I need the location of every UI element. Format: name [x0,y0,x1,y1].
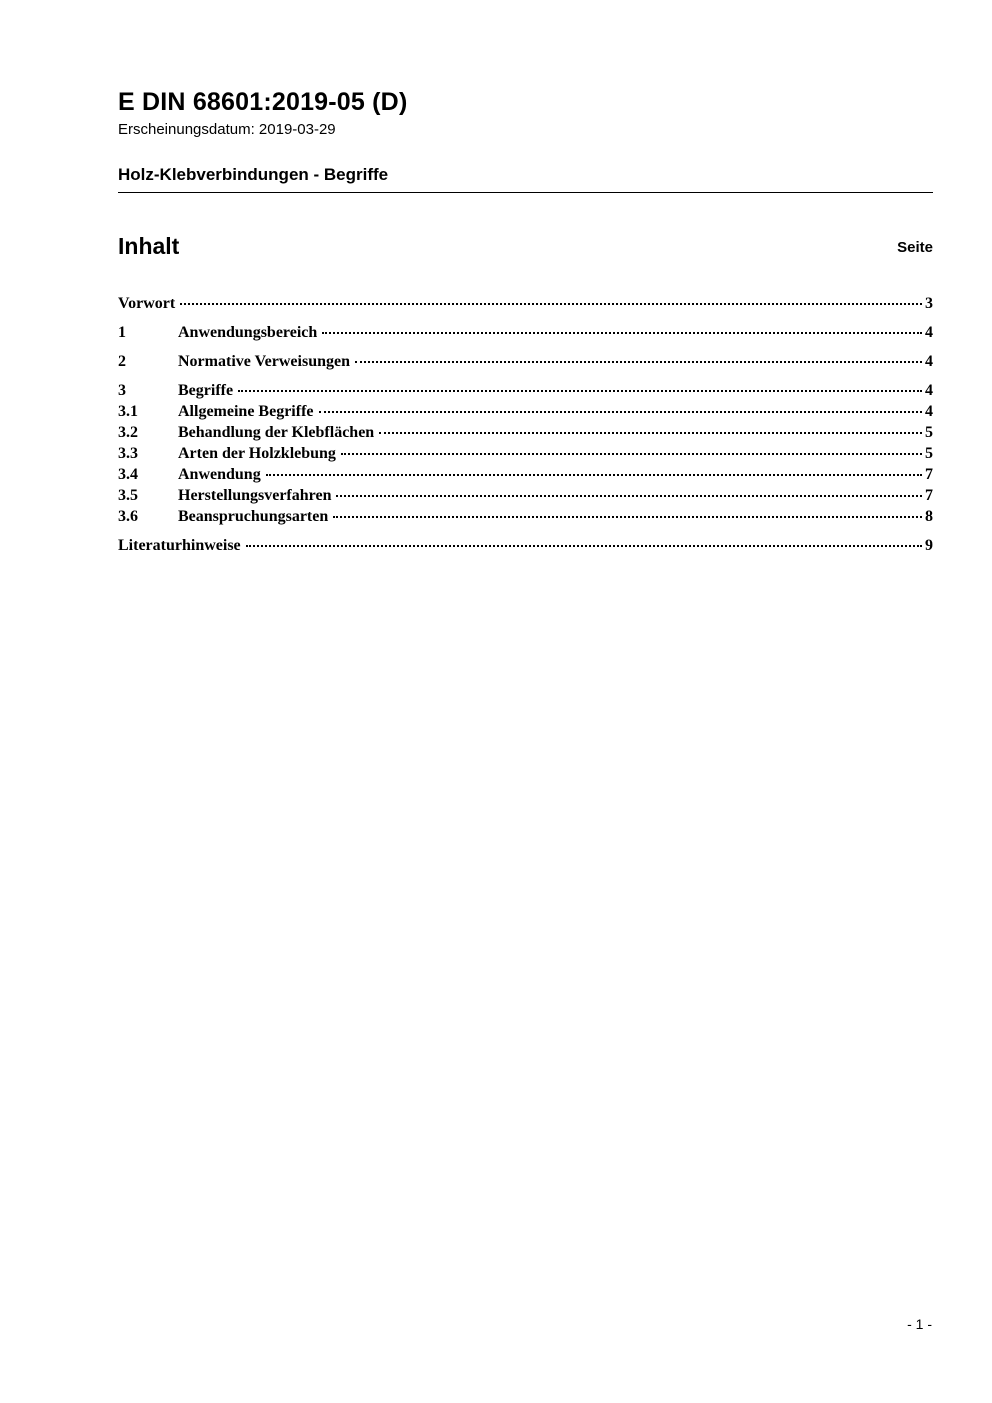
toc-entry-page: 4 [925,353,933,370]
toc-entry-number: 3.6 [118,508,138,525]
toc-entry-page: 7 [925,487,933,504]
toc-entry-title: Normative Verweisungen [178,353,350,370]
toc-entry-title: Anwendung [178,466,261,483]
toc-entry-page: 3 [925,295,933,312]
toc-leader-dots [246,545,922,547]
publication-date: Erscheinungsdatum: 2019-03-29 [118,121,336,138]
toc-entry-vorwort[interactable] [118,293,933,314]
toc-entry-2[interactable] [118,351,933,372]
toc-entry-title: Arten der Holzklebung [178,445,336,462]
toc-entry-number: 3.5 [118,487,138,504]
document-page [118,0,933,556]
toc-entry-literaturhinweise[interactable] [118,535,933,556]
toc-entry-page: 5 [925,445,933,462]
toc-entry-title: Allgemeine Begriffe [178,403,314,420]
toc-entry-title: Literaturhinweise [118,537,241,554]
toc-entry-page: 5 [925,424,933,441]
toc-entry-page: 4 [925,403,933,420]
toc-entry-title: Beanspruchungsarten [178,508,329,525]
toc-entry-page: 8 [925,508,933,525]
toc-entry-title: Begriffe [178,382,234,399]
toc-leader-dots [322,332,922,334]
page-number-footer: - 1 - [907,1316,932,1332]
toc-header [118,233,933,259]
document-subtitle: Holz-Klebverbindungen - Begriffe [118,164,933,193]
toc-entry-title: Herstellungsverfahren [178,487,332,504]
toc-entry-title: Vorwort [118,295,176,312]
toc-entry-3-5[interactable] [118,485,933,506]
toc-leader-dots [355,361,922,363]
toc-entry-3-2[interactable] [118,422,933,443]
toc-entry-title: Anwendungsbereich [178,324,318,341]
toc-entry-page: 4 [925,324,933,341]
toc-entry-number: 3.1 [118,403,138,420]
toc-entry-3-4[interactable] [118,464,933,485]
table-of-contents [118,293,933,556]
toc-entry-number: 1 [118,324,126,341]
toc-leader-dots [341,453,922,455]
toc-leader-dots [379,432,922,434]
toc-leader-dots [238,390,922,392]
toc-entry-1[interactable] [118,322,933,343]
toc-entry-number: 3.2 [118,424,138,441]
toc-entry-number: 3 [118,382,126,399]
toc-entry-number: 3.3 [118,445,138,462]
toc-entry-page: 9 [925,537,933,554]
toc-heading: Inhalt [118,233,180,259]
toc-leader-dots [319,411,923,413]
toc-entry-number: 3.4 [118,466,138,483]
document-title: E DIN 68601:2019-05 (D) [118,88,408,116]
toc-entry-page: 7 [925,466,933,483]
toc-entry-3-3[interactable] [118,443,933,464]
toc-entry-title: Behandlung der Klebflächen [178,424,375,441]
toc-leader-dots [266,474,922,476]
toc-leader-dots [333,516,922,518]
toc-entry-number: 2 [118,353,126,370]
toc-leader-dots [180,303,922,305]
toc-entry-3-6[interactable] [118,506,933,527]
toc-entry-page: 4 [925,382,933,399]
toc-leader-dots [336,495,922,497]
toc-page-column-label: Seite [897,239,933,256]
toc-entry-3[interactable] [118,380,933,401]
toc-entry-3-1[interactable] [118,401,933,422]
